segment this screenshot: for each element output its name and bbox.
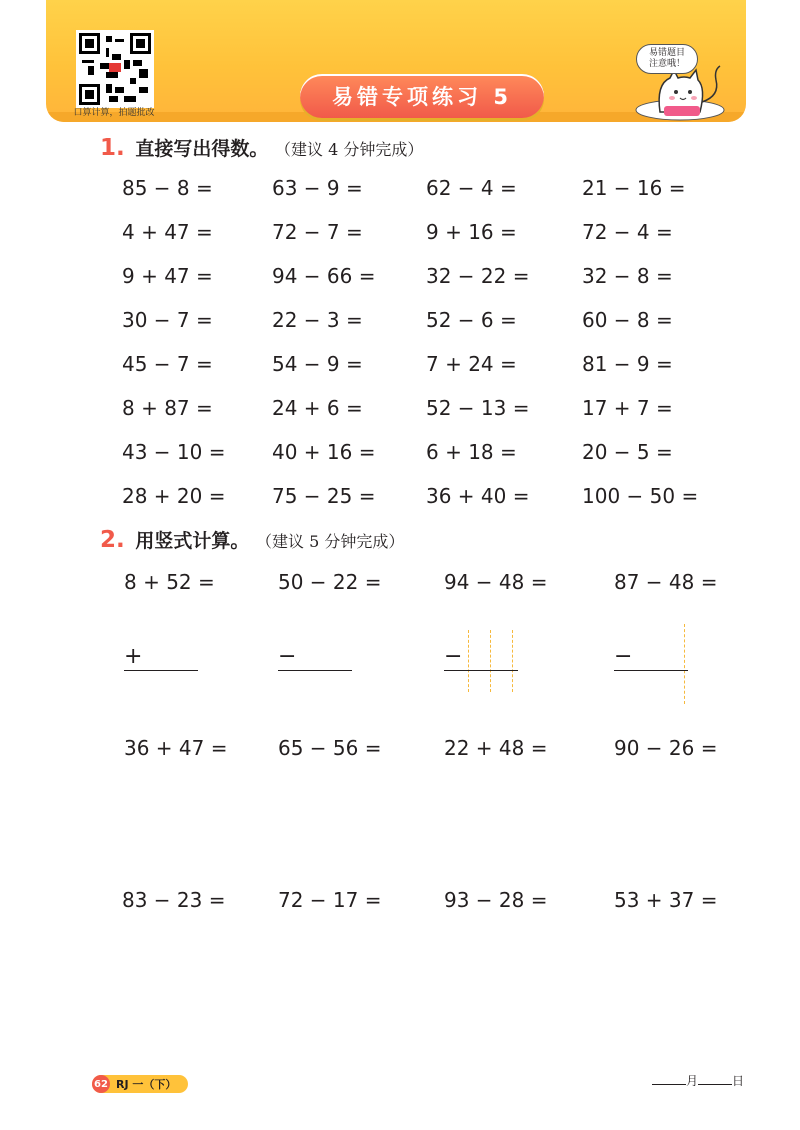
operator-sign: − (444, 644, 463, 669)
vertical-calc-problem: 87 − 48 = (614, 570, 718, 594)
operator-sign: − (278, 644, 297, 669)
mental-math-problem: 28 + 20 = (122, 484, 226, 508)
month-label: 月 (686, 1074, 699, 1088)
day-label: 日 (732, 1074, 745, 1088)
mental-math-problem: 100 − 50 = (582, 484, 699, 508)
mental-math-problem: 43 − 10 = (122, 440, 226, 464)
column-guide (490, 630, 491, 692)
page-title: 易错专项练习 5 (300, 74, 544, 118)
mental-math-problem: 63 − 9 = (272, 176, 363, 200)
mental-math-problem: 6 + 18 = (426, 440, 517, 464)
mental-math-problem: 21 − 16 = (582, 176, 686, 200)
mental-math-problem: 30 − 7 = (122, 308, 213, 332)
mental-math-problem: 22 − 3 = (272, 308, 363, 332)
mental-math-problem: 75 − 25 = (272, 484, 376, 508)
answer-line (278, 670, 352, 671)
vertical-calc-problem: 50 − 22 = (278, 570, 382, 594)
mental-math-problem: 72 − 4 = (582, 220, 673, 244)
month-blank[interactable] (652, 1084, 686, 1085)
section-2-hint: （建议 5 分钟完成） (256, 532, 405, 551)
operator-sign: + (124, 644, 143, 669)
section-1-hint: （建议 4 分钟完成） (275, 140, 424, 159)
answer-line (444, 670, 518, 671)
section-2-title (100, 526, 404, 553)
section-2-heading: 用竖式计算。 (135, 530, 250, 552)
day-blank[interactable] (698, 1084, 732, 1085)
vertical-calc-problem: 93 − 28 = (444, 888, 548, 912)
speech-bubble (636, 44, 698, 74)
operator-sign: − (614, 644, 633, 669)
answer-line (124, 670, 198, 671)
mental-math-problem: 24 + 6 = (272, 396, 363, 420)
vertical-calc-problem: 8 + 52 = (124, 570, 215, 594)
mental-math-problem: 94 − 66 = (272, 264, 376, 288)
mental-math-problem: 81 − 9 = (582, 352, 673, 376)
bubble-line-2: 注意哦！ (648, 59, 685, 69)
mental-math-problem: 36 + 40 = (426, 484, 530, 508)
column-guide (512, 630, 513, 692)
date-fill-in (652, 1072, 744, 1089)
mental-math-problem: 85 − 8 = (122, 176, 213, 200)
vertical-calc-problem: 94 − 48 = (444, 570, 548, 594)
qr-caption: 口算计算，拍题批改 (73, 108, 155, 118)
vertical-calc-problem: 65 − 56 = (278, 736, 382, 760)
mental-math-problem: 32 − 8 = (582, 264, 673, 288)
vertical-calc-problem: 36 + 47 = (124, 736, 228, 760)
mental-math-problem: 54 − 9 = (272, 352, 363, 376)
page-number: 62 (92, 1075, 110, 1093)
column-guide (684, 624, 685, 704)
mental-math-problem: 4 + 47 = (122, 220, 213, 244)
vertical-calc-problem: 83 − 23 = (122, 888, 226, 912)
mental-math-problem: 7 + 24 = (426, 352, 517, 376)
vertical-calc-problem: 90 − 26 = (614, 736, 718, 760)
mental-math-problem: 8 + 87 = (122, 396, 213, 420)
mental-math-problem: 62 − 4 = (426, 176, 517, 200)
edition-label: RJ 一（下） (116, 1078, 177, 1091)
section-1-heading: 直接写出得数。 (135, 138, 269, 160)
mental-math-problem: 45 − 7 = (122, 352, 213, 376)
mental-math-problem: 60 − 8 = (582, 308, 673, 332)
column-guide (468, 630, 469, 692)
section-1-title (100, 134, 423, 161)
mental-math-problem: 52 − 6 = (426, 308, 517, 332)
vertical-calc-problem: 72 − 17 = (278, 888, 382, 912)
mental-math-problem: 20 − 5 = (582, 440, 673, 464)
mental-math-problem: 52 − 13 = (426, 396, 530, 420)
answer-line (614, 670, 688, 671)
section-1-number: 1. (100, 135, 125, 161)
mental-math-problem: 17 + 7 = (582, 396, 673, 420)
qr-code-icon[interactable] (76, 30, 154, 108)
mental-math-problem: 72 − 7 = (272, 220, 363, 244)
mental-math-problem: 9 + 16 = (426, 220, 517, 244)
mental-math-problem: 9 + 47 = (122, 264, 213, 288)
mental-math-problem: 32 − 22 = (426, 264, 530, 288)
bubble-line-1: 易错题目 (648, 48, 685, 58)
mental-math-problem: 40 + 16 = (272, 440, 376, 464)
page-number-badge (92, 1075, 188, 1093)
vertical-calc-problem: 22 + 48 = (444, 736, 548, 760)
vertical-calc-problem: 53 + 37 = (614, 888, 718, 912)
section-2-number: 2. (100, 527, 125, 553)
